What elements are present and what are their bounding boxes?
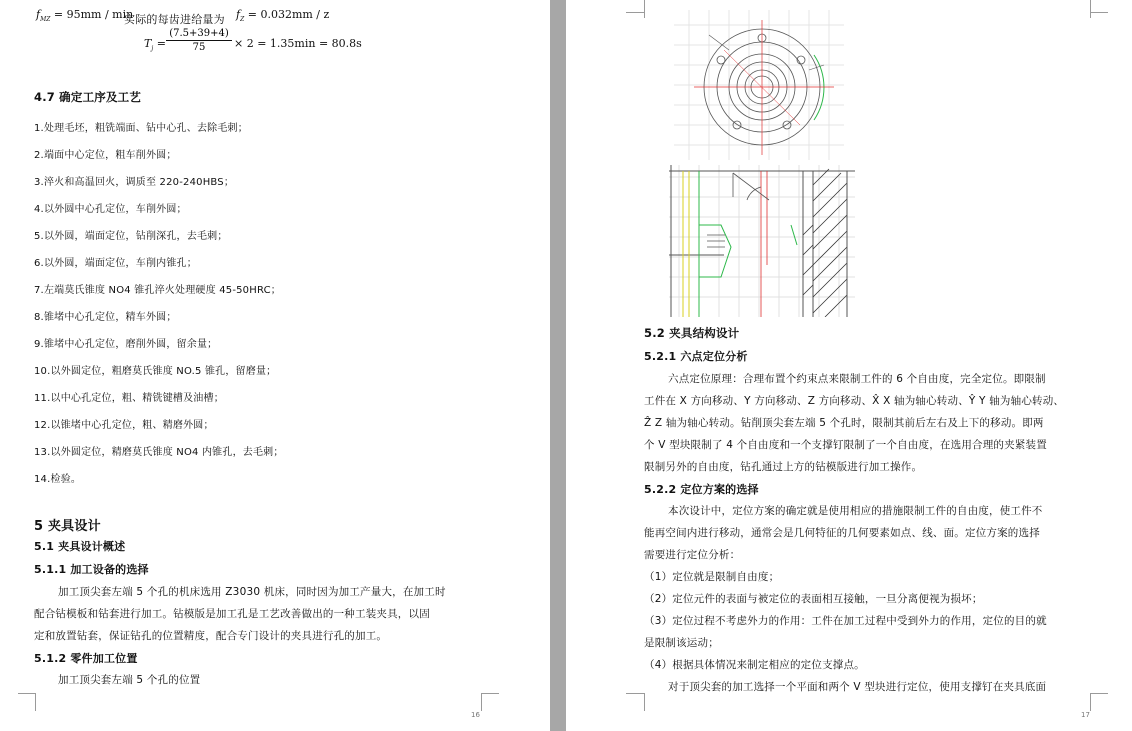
formula-tj-rhs: × 2 = 1.35min = 80.8s [234, 37, 362, 50]
list-item: 1.处理毛坯，粗铣端面、钻中心孔、去除毛刺； [34, 123, 248, 134]
crop-mark [644, 0, 645, 18]
list-item: 是限制该运动； [644, 637, 719, 649]
list-item: （2）定位元件的表面与被定位的表面相互接触，一旦分离便视为损坏； [644, 593, 983, 605]
formula-fmz: $f_{MZ} = 95mm / \min$ [36, 8, 134, 24]
crop-mark [626, 12, 644, 13]
formula-label: 实际的每齿进给量为 [124, 13, 225, 26]
list-item: 6.以外圆，端面定位，车削内锥孔； [34, 258, 197, 269]
crop-mark [1090, 693, 1091, 711]
list-item: 12.以锥堵中心孔定位，粗、精磨外圆； [34, 420, 214, 431]
section-title-4-7: 4.7 确定工序及工艺 [34, 90, 142, 104]
list-item: 13.以外圆定位，精磨莫氏锥度 NO4 内锥孔，去毛刺； [34, 447, 284, 458]
chapter-title-5: 5 夹具设计 [34, 519, 101, 534]
list-item: 7.左端莫氏锥度 NO4 锥孔淬火处理硬度 45-50HRC； [34, 285, 282, 296]
cad-drawing-section [669, 165, 855, 317]
cad-drawing-plate [674, 10, 844, 160]
page-number: 16 [471, 711, 480, 719]
section-title-5-2: 5.2 夹具结构设计 [644, 326, 740, 340]
list-item: 5.以外圆，端面定位，钻削深孔，去毛刺； [34, 231, 228, 242]
crop-mark [644, 693, 645, 711]
paragraph-line: 工件在 X 方向移动、Y 方向移动、Z 方向移动、X̂ X 轴为轴心转动、Ŷ Y 轴为轴心转动、 [644, 395, 1065, 407]
list-item: 11.以中心孔定位，粗、精铣键槽及油槽； [34, 393, 224, 404]
section-title-5-1-1: 5.1.1 加工设备的选择 [34, 563, 149, 576]
list-item: （1）定位就是限制自由度； [644, 571, 780, 583]
document-page-16 [0, 0, 550, 731]
paragraph-line: 限制另外的自由度，钻孔通过上方的钻模版进行加工操作。 [644, 461, 923, 473]
paragraph-line: 定和放置钻套，保证钻孔的位置精度，配合专门设计的夹具进行孔的加工。 [34, 630, 388, 642]
section-title-5-1: 5.1 夹具设计概述 [34, 540, 126, 553]
paragraph-line: 能再空间内进行移动，通常会是几何特征的几何要素如点、线、面。定位方案的选择 [644, 527, 1040, 539]
crop-mark [626, 693, 644, 694]
paragraph-line: 配合钻模板和钻套进行加工。钻模版是加工孔是工艺改善做出的一种工装夹具，以固 [34, 608, 430, 620]
paragraph-line: 对于顶尖套的加工选择一个平面和两个 V 型块进行定位，使用支撑钉在夹具底面 [668, 681, 1047, 693]
paragraph-line: 个 V 型块限制了 4 个自由度和一个支撑钉限制了一个自由度，在选用合理的夹紧装置 [644, 439, 1047, 451]
list-item: （3）定位过程不考虑外力的作用：工件在加工过程中受到外力的作用，定位的目的就 [644, 615, 1047, 627]
list-item: （4）根据具体情况来制定相应的定位支撑点。 [644, 659, 865, 671]
list-item: 2.端面中心定位，粗车削外圆； [34, 150, 177, 161]
crop-mark [481, 693, 499, 694]
crop-mark [1090, 0, 1091, 18]
crop-mark [1090, 12, 1108, 13]
formula-tj-fraction: (7.5+39+4) 75 [166, 28, 232, 53]
crop-mark [1090, 693, 1108, 694]
paragraph-line: 加工顶尖套左端 5 个孔的机床选用 Z3030 机床，同时因为加工产量大，在加工时 [58, 586, 446, 598]
formula-fz: $f_Z = 0.032mm / z$ [236, 8, 330, 24]
list-item: 8.锥堵中心孔定位，精车外圆； [34, 312, 177, 323]
list-item: 14.检验。 [34, 474, 82, 485]
list-item: 10.以外圆定位，粗磨莫氏锥度 NO.5 锥孔，留磨量； [34, 366, 277, 377]
paragraph-line: 本次设计中，定位方案的确定就是使用相应的措施限制工件的自由度，使工件不 [668, 505, 1043, 517]
paragraph-line: 六点定位原理：合理布置个约束点来限制工件的 6 个自由度，完全定位。即限制 [668, 373, 1046, 385]
paragraph-line: Ẑ Z 轴为轴心转动。钻削顶尖套左端 5 个孔时，限制其前后左右及上下的移动。即两 [644, 417, 1044, 429]
list-item: 3.淬火和高温回火，调质至 220-240HBS； [34, 177, 235, 188]
paragraph-line: 加工顶尖套左端 5 个孔的位置 [58, 674, 201, 686]
crop-mark [18, 693, 36, 694]
section-title-5-2-1: 5.2.1 六点定位分析 [644, 350, 748, 363]
list-item: 9.锥堵中心孔定位，磨削外圆，留余量； [34, 339, 218, 350]
paragraph-line: 需要进行定位分析： [644, 549, 741, 561]
section-title-5-1-2: 5.1.2 零件加工位置 [34, 652, 138, 665]
list-item: 4.以外圆中心孔定位，车削外圆； [34, 204, 187, 215]
formula-tj-lhs: $T_j$ = [144, 37, 166, 53]
document-page-17 [566, 0, 1132, 731]
crop-mark [35, 693, 36, 711]
section-title-5-2-2: 5.2.2 定位方案的选择 [644, 483, 759, 496]
crop-mark [481, 693, 482, 711]
page-number: 17 [1081, 711, 1090, 719]
